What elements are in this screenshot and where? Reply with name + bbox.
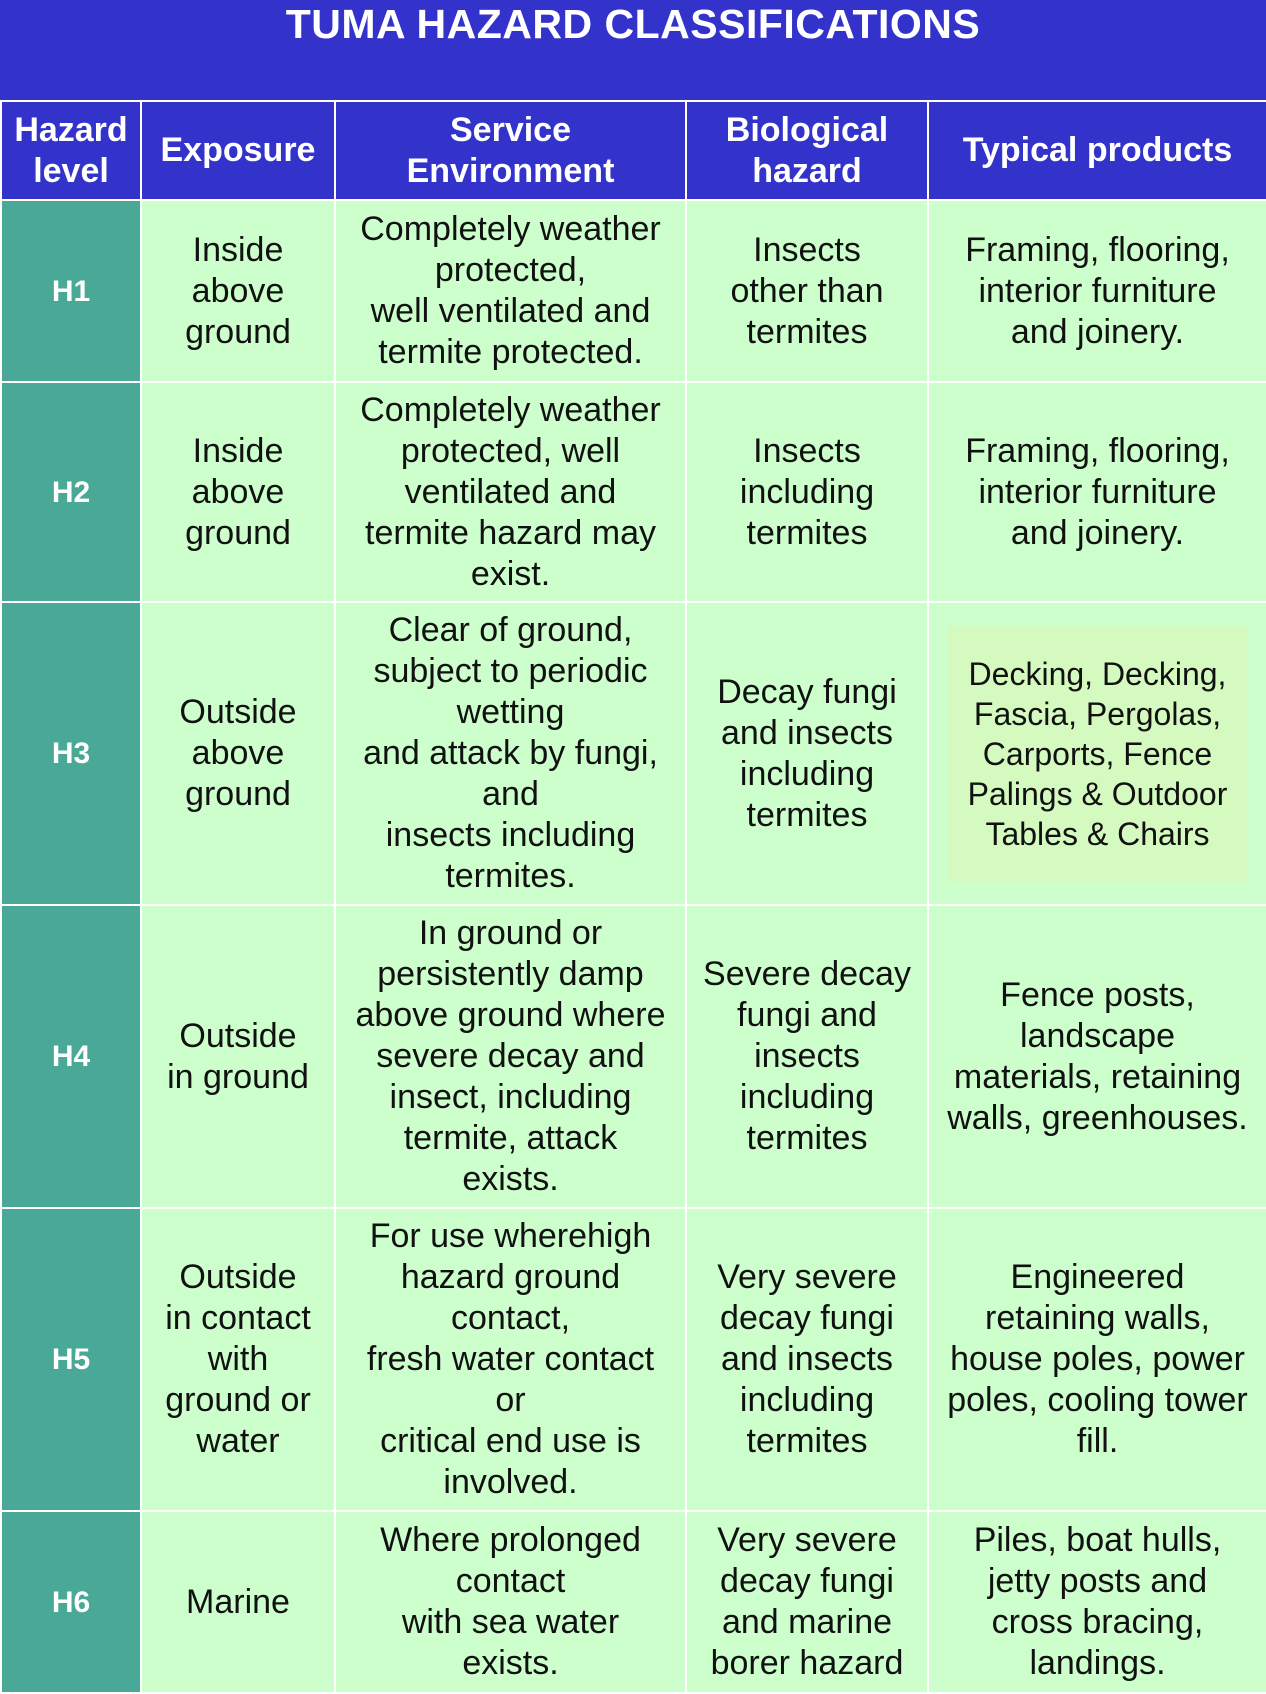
biological-hazard-cell: Insects other than termites [686, 200, 928, 382]
hazard-level-cell: H3 [1, 602, 141, 905]
service-environment-cell: In ground or persistently damp above ground where severe decay and insect, including termite, attack exists. [335, 905, 686, 1208]
typical-products-cell: Engineered retaining walls, house poles, power poles, cooling tower fill. [928, 1208, 1266, 1511]
typical-products-cell: Framing, flooring, interior furniture and joinery. [928, 382, 1266, 602]
exposure-cell: Outside in contact with ground or water [141, 1208, 335, 1511]
header-typical-products: Typical products [928, 101, 1266, 200]
exposure-cell: Marine [141, 1511, 335, 1693]
hazard-level-cell: H1 [1, 200, 141, 382]
service-environment-cell: Completely weather protected, well ventilated and termite protected. [335, 200, 686, 382]
biological-hazard-cell: Decay fungi and insects including termites [686, 602, 928, 905]
hazard-level-cell: H5 [1, 1208, 141, 1511]
table-row [1, 1208, 1266, 1511]
table-row [1, 602, 1266, 905]
service-environment-cell: Where prolonged contact with sea water exists. [335, 1511, 686, 1693]
biological-hazard-cell: Severe decay fungi and insects including termites [686, 905, 928, 1208]
table-row [1, 200, 1266, 382]
page-title: TUMA HAZARD CLASSIFICATIONS [285, 1, 981, 47]
typical-products-cell: Framing, flooring, interior furniture and joinery. [928, 200, 1266, 382]
table-row [1, 382, 1266, 602]
exposure-cell: Outside above ground [141, 602, 335, 905]
service-environment-cell: For use wherehigh hazard ground contact, fresh water contact or critical end use is involved. [335, 1208, 686, 1511]
hazard-level-cell: H2 [1, 382, 141, 602]
title-bar [0, 0, 1266, 100]
service-environment-cell: Clear of ground, subject to periodic wetting and attack by fungi, and insects including termites. [335, 602, 686, 905]
highlighted-products-box: Decking, Decking, Fascia, Pergolas, Carports, Fence Palings & Outdoor Tables & Chairs [947, 626, 1248, 882]
biological-hazard-cell: Very severe decay fungi and insects including termites [686, 1208, 928, 1511]
service-environment-cell: Completely weather protected, well ventilated and termite hazard may exist. [335, 382, 686, 602]
biological-hazard-cell: Insects including termites [686, 382, 928, 602]
biological-hazard-cell: Very severe decay fungi and marine borer hazard [686, 1511, 928, 1693]
header-row [1, 101, 1266, 200]
header-biological-hazard: Biological hazard [686, 101, 928, 200]
header-hazard-level: Hazard level [1, 101, 141, 200]
hazard-level-cell: H6 [1, 1511, 141, 1693]
exposure-cell: Inside above ground [141, 382, 335, 602]
exposure-cell: Outside in ground [141, 905, 335, 1208]
hazard-table [0, 100, 1266, 1694]
typical-products-cell [928, 602, 1266, 905]
table-row [1, 1511, 1266, 1693]
typical-products-cell: Fence posts, landscape materials, retaining walls, greenhouses. [928, 905, 1266, 1208]
header-service-environment: Service Environment [335, 101, 686, 200]
typical-products-cell: Piles, boat hulls, jetty posts and cross bracing, landings. [928, 1511, 1266, 1693]
exposure-cell: Inside above ground [141, 200, 335, 382]
hazard-level-cell: H4 [1, 905, 141, 1208]
table-row [1, 905, 1266, 1208]
header-exposure: Exposure [141, 101, 335, 200]
